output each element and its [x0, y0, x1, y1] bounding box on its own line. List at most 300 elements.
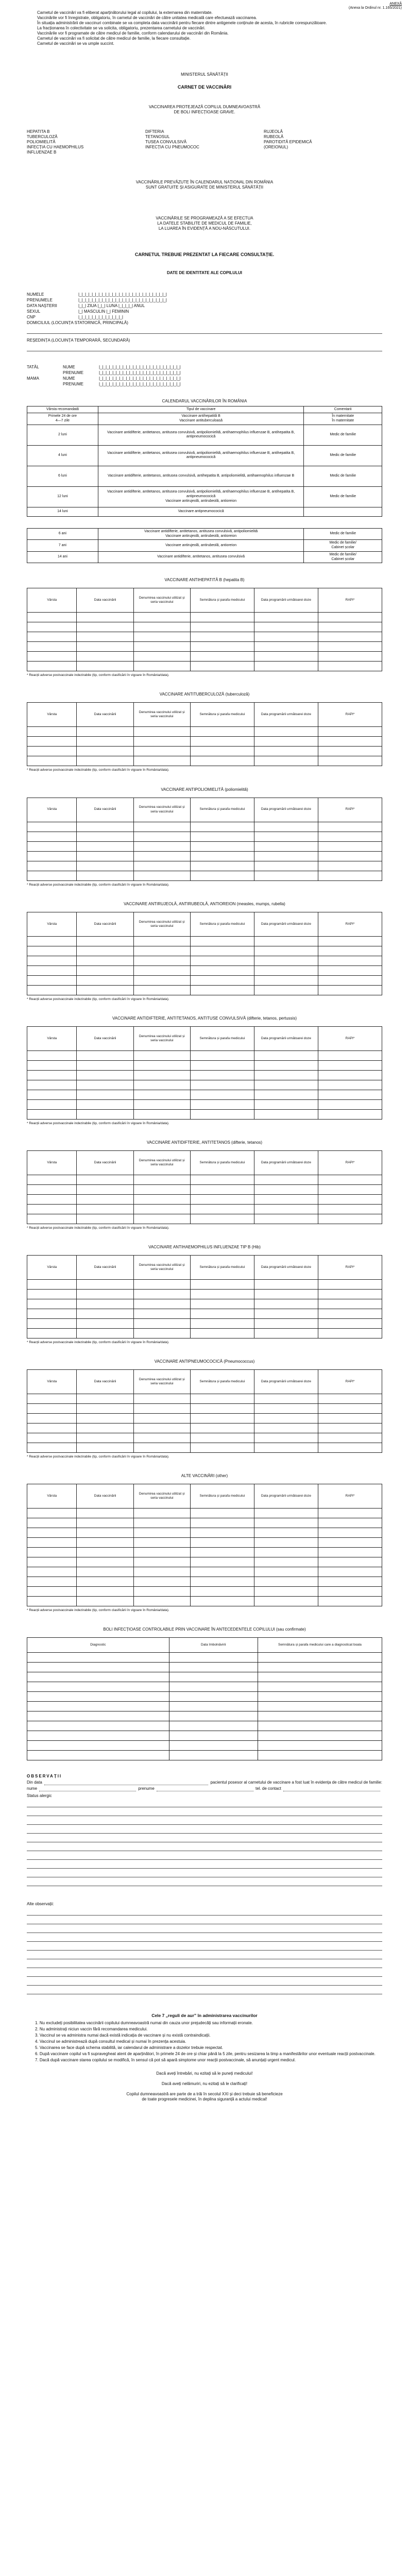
register-cell[interactable]: [318, 737, 382, 747]
register-cell[interactable]: [254, 1577, 318, 1587]
register-cell[interactable]: [27, 1090, 77, 1099]
prior-diseases-cell[interactable]: [27, 1672, 169, 1682]
register-cell[interactable]: [77, 1099, 133, 1109]
register-cell[interactable]: [254, 737, 318, 747]
register-cell[interactable]: [254, 1109, 318, 1119]
register-cell[interactable]: [190, 1070, 254, 1080]
register-cell[interactable]: [133, 747, 190, 756]
register-cell[interactable]: [133, 642, 190, 652]
prior-diseases-cell[interactable]: [258, 1692, 382, 1702]
register-cell[interactable]: [190, 1204, 254, 1214]
register-cell[interactable]: [27, 632, 77, 642]
register-cell[interactable]: [77, 1509, 133, 1518]
register-cell[interactable]: [318, 861, 382, 871]
register-cell[interactable]: [190, 1423, 254, 1433]
residence-line[interactable]: [27, 344, 382, 351]
register-cell[interactable]: [133, 1309, 190, 1319]
register-cell[interactable]: [77, 632, 133, 642]
register-cell[interactable]: [27, 737, 77, 747]
register-cell[interactable]: [133, 1319, 190, 1329]
register-cell[interactable]: [27, 1214, 77, 1224]
register-cell[interactable]: [133, 1587, 190, 1597]
prior-diseases-cell[interactable]: [258, 1653, 382, 1663]
register-cell[interactable]: [190, 727, 254, 737]
register-cell[interactable]: [133, 1214, 190, 1224]
register-cell[interactable]: [77, 737, 133, 747]
register-cell[interactable]: [254, 1509, 318, 1518]
prior-diseases-cell[interactable]: [169, 1711, 258, 1721]
register-cell[interactable]: [27, 1528, 77, 1538]
register-cell[interactable]: [318, 1204, 382, 1214]
register-cell[interactable]: [318, 975, 382, 985]
register-cell[interactable]: [133, 946, 190, 956]
register-cell[interactable]: [27, 1329, 77, 1338]
register-cell[interactable]: [254, 1204, 318, 1214]
register-cell[interactable]: [27, 956, 77, 965]
register-cell[interactable]: [190, 1538, 254, 1548]
register-cell[interactable]: [133, 613, 190, 622]
register-cell[interactable]: [190, 871, 254, 880]
register-cell[interactable]: [133, 1080, 190, 1090]
register-cell[interactable]: [318, 1109, 382, 1119]
register-cell[interactable]: [27, 642, 77, 652]
register-cell[interactable]: [254, 632, 318, 642]
register-cell[interactable]: [190, 642, 254, 652]
register-cell[interactable]: [77, 1050, 133, 1060]
register-cell[interactable]: [190, 1309, 254, 1319]
register-cell[interactable]: [254, 1050, 318, 1060]
prior-diseases-cell[interactable]: [258, 1672, 382, 1682]
register-cell[interactable]: [133, 861, 190, 871]
prior-diseases-cell[interactable]: [27, 1692, 169, 1702]
register-cell[interactable]: [133, 956, 190, 965]
register-cell[interactable]: [77, 936, 133, 946]
register-cell[interactable]: [27, 985, 77, 995]
register-cell[interactable]: [77, 1194, 133, 1204]
register-cell[interactable]: [77, 642, 133, 652]
register-cell[interactable]: [190, 965, 254, 975]
register-cell[interactable]: [77, 1070, 133, 1080]
register-cell[interactable]: [254, 1299, 318, 1309]
register-cell[interactable]: [77, 1184, 133, 1194]
register-cell[interactable]: [318, 622, 382, 632]
register-cell[interactable]: [77, 613, 133, 622]
register-cell[interactable]: [77, 861, 133, 871]
prior-diseases-cell[interactable]: [258, 1751, 382, 1760]
register-cell[interactable]: [318, 936, 382, 946]
register-cell[interactable]: [133, 822, 190, 832]
register-cell[interactable]: [318, 956, 382, 965]
register-cell[interactable]: [133, 1184, 190, 1194]
register-cell[interactable]: [77, 1433, 133, 1443]
register-cell[interactable]: [190, 1090, 254, 1099]
register-cell[interactable]: [254, 822, 318, 832]
register-cell[interactable]: [318, 613, 382, 622]
register-cell[interactable]: [77, 1204, 133, 1214]
register-cell[interactable]: [190, 936, 254, 946]
register-cell[interactable]: [254, 1557, 318, 1567]
prior-diseases-cell[interactable]: [27, 1711, 169, 1721]
register-cell[interactable]: [190, 1509, 254, 1518]
register-cell[interactable]: [254, 841, 318, 851]
register-cell[interactable]: [254, 1280, 318, 1290]
register-cell[interactable]: [318, 727, 382, 737]
register-cell[interactable]: [133, 1509, 190, 1518]
register-cell[interactable]: [318, 1394, 382, 1404]
register-cell[interactable]: [318, 1443, 382, 1453]
prior-diseases-cell[interactable]: [169, 1672, 258, 1682]
register-cell[interactable]: [190, 662, 254, 671]
register-cell[interactable]: [318, 841, 382, 851]
register-cell[interactable]: [190, 756, 254, 766]
register-cell[interactable]: [254, 956, 318, 965]
domicile-line[interactable]: [27, 326, 382, 334]
register-cell[interactable]: [77, 1518, 133, 1528]
register-cell[interactable]: [77, 1528, 133, 1538]
register-cell[interactable]: [77, 1214, 133, 1224]
register-cell[interactable]: [27, 1404, 77, 1414]
register-cell[interactable]: [27, 1433, 77, 1443]
identity-boxes[interactable]: |_|_|_|_|_|_|_|_|_|_|_|_|_|_|_|_|_|_|_|_|_|_|_|_|_|_|: [78, 292, 167, 297]
register-cell[interactable]: [27, 965, 77, 975]
register-cell[interactable]: [190, 841, 254, 851]
register-cell[interactable]: [77, 622, 133, 632]
register-cell[interactable]: [190, 1443, 254, 1453]
register-cell[interactable]: [254, 1518, 318, 1528]
register-cell[interactable]: [318, 832, 382, 841]
register-cell[interactable]: [318, 965, 382, 975]
register-cell[interactable]: [318, 1280, 382, 1290]
register-cell[interactable]: [77, 985, 133, 995]
register-cell[interactable]: [77, 1309, 133, 1319]
register-cell[interactable]: [133, 1299, 190, 1309]
prior-diseases-cell[interactable]: [258, 1663, 382, 1672]
register-cell[interactable]: [77, 822, 133, 832]
register-cell[interactable]: [133, 841, 190, 851]
register-cell[interactable]: [77, 965, 133, 975]
register-cell[interactable]: [190, 613, 254, 622]
register-cell[interactable]: [27, 871, 77, 880]
register-cell[interactable]: [190, 832, 254, 841]
register-cell[interactable]: [77, 1080, 133, 1090]
prior-diseases-cell[interactable]: [258, 1711, 382, 1721]
register-cell[interactable]: [77, 1329, 133, 1338]
register-cell[interactable]: [27, 1567, 77, 1577]
register-cell[interactable]: [190, 956, 254, 965]
register-cell[interactable]: [318, 1414, 382, 1423]
register-cell[interactable]: [318, 871, 382, 880]
prior-diseases-cell[interactable]: [27, 1721, 169, 1731]
register-cell[interactable]: [77, 1090, 133, 1099]
register-cell[interactable]: [133, 1597, 190, 1606]
register-cell[interactable]: [77, 851, 133, 861]
register-cell[interactable]: [190, 1557, 254, 1567]
register-cell[interactable]: [77, 841, 133, 851]
register-cell[interactable]: [133, 1204, 190, 1214]
register-cell[interactable]: [190, 737, 254, 747]
register-cell[interactable]: [318, 1538, 382, 1548]
register-cell[interactable]: [254, 1290, 318, 1299]
register-cell[interactable]: [133, 1528, 190, 1538]
register-cell[interactable]: [27, 936, 77, 946]
register-cell[interactable]: [318, 662, 382, 671]
prior-diseases-cell[interactable]: [169, 1692, 258, 1702]
register-cell[interactable]: [254, 662, 318, 671]
prior-diseases-cell[interactable]: [27, 1663, 169, 1672]
prior-diseases-cell[interactable]: [27, 1702, 169, 1711]
register-cell[interactable]: [254, 1548, 318, 1557]
register-cell[interactable]: [27, 1557, 77, 1567]
register-cell[interactable]: [190, 1194, 254, 1204]
register-cell[interactable]: [133, 1538, 190, 1548]
register-cell[interactable]: [190, 1280, 254, 1290]
register-cell[interactable]: [190, 1518, 254, 1528]
register-cell[interactable]: [77, 1394, 133, 1404]
register-cell[interactable]: [27, 946, 77, 956]
prior-diseases-cell[interactable]: [27, 1682, 169, 1692]
register-cell[interactable]: [318, 1099, 382, 1109]
register-cell[interactable]: [254, 861, 318, 871]
register-cell[interactable]: [190, 1587, 254, 1597]
register-cell[interactable]: [254, 756, 318, 766]
register-cell[interactable]: [318, 946, 382, 956]
register-cell[interactable]: [318, 1319, 382, 1329]
identity-boxes[interactable]: |_|_|_|_|_|_|_|_|_|_|_|_|_|_|_|_|_|_|_|_|_|_|_|_|_|_|: [78, 297, 167, 302]
register-cell[interactable]: [190, 747, 254, 756]
register-cell[interactable]: [190, 632, 254, 642]
prior-diseases-cell[interactable]: [258, 1682, 382, 1692]
register-cell[interactable]: [318, 632, 382, 642]
register-cell[interactable]: [27, 1587, 77, 1597]
register-cell[interactable]: [27, 613, 77, 622]
register-cell[interactable]: [27, 1538, 77, 1548]
register-cell[interactable]: [133, 1433, 190, 1443]
register-cell[interactable]: [27, 1070, 77, 1080]
prior-diseases-cell[interactable]: [169, 1702, 258, 1711]
register-cell[interactable]: [133, 622, 190, 632]
register-cell[interactable]: [77, 1557, 133, 1567]
register-cell[interactable]: [254, 1319, 318, 1329]
register-cell[interactable]: [27, 652, 77, 662]
register-cell[interactable]: [190, 1109, 254, 1119]
register-cell[interactable]: [133, 975, 190, 985]
register-cell[interactable]: [190, 1548, 254, 1557]
register-cell[interactable]: [77, 1319, 133, 1329]
register-cell[interactable]: [27, 1518, 77, 1528]
register-cell[interactable]: [77, 1577, 133, 1587]
register-cell[interactable]: [77, 1443, 133, 1453]
register-cell[interactable]: [133, 1280, 190, 1290]
prior-diseases-cell[interactable]: [169, 1741, 258, 1751]
register-cell[interactable]: [318, 1080, 382, 1090]
register-cell[interactable]: [133, 1404, 190, 1414]
register-cell[interactable]: [190, 1394, 254, 1404]
register-cell[interactable]: [27, 1184, 77, 1194]
register-cell[interactable]: [27, 1060, 77, 1070]
register-cell[interactable]: [318, 747, 382, 756]
register-cell[interactable]: [254, 871, 318, 880]
register-cell[interactable]: [254, 975, 318, 985]
register-cell[interactable]: [254, 1329, 318, 1338]
register-cell[interactable]: [77, 956, 133, 965]
register-cell[interactable]: [254, 1597, 318, 1606]
register-cell[interactable]: [318, 652, 382, 662]
register-cell[interactable]: [318, 756, 382, 766]
prior-diseases-cell[interactable]: [169, 1721, 258, 1731]
register-cell[interactable]: [318, 1070, 382, 1080]
register-cell[interactable]: [27, 1414, 77, 1423]
family-doctor-firstname-field[interactable]: [157, 1786, 253, 1791]
register-cell[interactable]: [318, 1060, 382, 1070]
register-cell[interactable]: [27, 747, 77, 756]
register-cell[interactable]: [133, 985, 190, 995]
register-cell[interactable]: [254, 1070, 318, 1080]
register-cell[interactable]: [318, 1090, 382, 1099]
register-cell[interactable]: [254, 1587, 318, 1597]
register-cell[interactable]: [254, 1443, 318, 1453]
register-cell[interactable]: [254, 1433, 318, 1443]
register-cell[interactable]: [27, 727, 77, 737]
register-cell[interactable]: [133, 1329, 190, 1338]
register-cell[interactable]: [133, 936, 190, 946]
register-cell[interactable]: [77, 1414, 133, 1423]
register-cell[interactable]: [190, 985, 254, 995]
register-cell[interactable]: [27, 1080, 77, 1090]
register-cell[interactable]: [27, 1423, 77, 1433]
register-cell[interactable]: [133, 965, 190, 975]
register-cell[interactable]: [27, 1509, 77, 1518]
register-cell[interactable]: [77, 662, 133, 671]
register-cell[interactable]: [133, 1394, 190, 1404]
register-cell[interactable]: [77, 1404, 133, 1414]
register-cell[interactable]: [77, 652, 133, 662]
register-cell[interactable]: [254, 1404, 318, 1414]
register-cell[interactable]: [77, 1280, 133, 1290]
register-cell[interactable]: [27, 1050, 77, 1060]
identity-boxes[interactable]: |_|_|_|_|_|_|_|_|_|_|_|_|_|: [78, 314, 123, 319]
register-cell[interactable]: [254, 1538, 318, 1548]
register-cell[interactable]: [133, 1090, 190, 1099]
register-cell[interactable]: [27, 662, 77, 671]
register-cell[interactable]: [133, 737, 190, 747]
register-cell[interactable]: [190, 1299, 254, 1309]
register-cell[interactable]: [190, 1414, 254, 1423]
register-cell[interactable]: [27, 851, 77, 861]
register-cell[interactable]: [318, 1309, 382, 1319]
register-cell[interactable]: [27, 1319, 77, 1329]
register-cell[interactable]: [254, 613, 318, 622]
register-cell[interactable]: [318, 851, 382, 861]
register-cell[interactable]: [318, 985, 382, 995]
register-cell[interactable]: [254, 936, 318, 946]
register-cell[interactable]: [27, 1290, 77, 1299]
register-cell[interactable]: [190, 1080, 254, 1090]
register-cell[interactable]: [27, 1577, 77, 1587]
register-cell[interactable]: [318, 1214, 382, 1224]
register-cell[interactable]: [77, 1109, 133, 1119]
register-cell[interactable]: [27, 1194, 77, 1204]
date-field[interactable]: [44, 1780, 209, 1785]
register-cell[interactable]: [77, 756, 133, 766]
register-cell[interactable]: [133, 652, 190, 662]
register-cell[interactable]: [190, 822, 254, 832]
register-cell[interactable]: [318, 1290, 382, 1299]
prior-diseases-cell[interactable]: [258, 1741, 382, 1751]
register-cell[interactable]: [190, 851, 254, 861]
register-cell[interactable]: [254, 1423, 318, 1433]
parent-boxes[interactable]: |_|_|_|_|_|_|_|_|_|_|_|_|_|_|_|_|_|_|_|_|_|_|_|_|: [99, 376, 181, 381]
register-cell[interactable]: [318, 1050, 382, 1060]
register-cell[interactable]: [133, 1070, 190, 1080]
register-cell[interactable]: [77, 747, 133, 756]
register-cell[interactable]: [133, 1060, 190, 1070]
register-cell[interactable]: [318, 1587, 382, 1597]
register-cell[interactable]: [190, 1060, 254, 1070]
register-cell[interactable]: [27, 841, 77, 851]
register-cell[interactable]: [190, 622, 254, 632]
register-cell[interactable]: [77, 1597, 133, 1606]
register-cell[interactable]: [133, 832, 190, 841]
register-cell[interactable]: [27, 1597, 77, 1606]
register-cell[interactable]: [254, 642, 318, 652]
register-cell[interactable]: [77, 946, 133, 956]
register-cell[interactable]: [190, 1290, 254, 1299]
register-cell[interactable]: [254, 1309, 318, 1319]
register-cell[interactable]: [318, 1184, 382, 1194]
register-cell[interactable]: [27, 1443, 77, 1453]
register-cell[interactable]: [27, 1394, 77, 1404]
register-cell[interactable]: [318, 1528, 382, 1538]
register-cell[interactable]: [133, 1557, 190, 1567]
register-cell[interactable]: [254, 1099, 318, 1109]
register-cell[interactable]: [254, 1184, 318, 1194]
prior-diseases-cell[interactable]: [169, 1653, 258, 1663]
register-cell[interactable]: [77, 1548, 133, 1557]
register-cell[interactable]: [254, 747, 318, 756]
register-cell[interactable]: [27, 1280, 77, 1290]
register-cell[interactable]: [254, 832, 318, 841]
register-cell[interactable]: [254, 1528, 318, 1538]
register-cell[interactable]: [190, 975, 254, 985]
register-cell[interactable]: [254, 1080, 318, 1090]
register-cell[interactable]: [254, 1414, 318, 1423]
register-cell[interactable]: [133, 1175, 190, 1184]
register-cell[interactable]: [77, 1060, 133, 1070]
prior-diseases-cell[interactable]: [169, 1663, 258, 1672]
contact-phone-field[interactable]: [283, 1786, 380, 1791]
register-cell[interactable]: [254, 1394, 318, 1404]
register-cell[interactable]: [190, 1319, 254, 1329]
register-cell[interactable]: [254, 1175, 318, 1184]
register-cell[interactable]: [318, 1557, 382, 1567]
register-cell[interactable]: [254, 1090, 318, 1099]
register-cell[interactable]: [133, 1443, 190, 1453]
register-cell[interactable]: [190, 652, 254, 662]
register-cell[interactable]: [254, 985, 318, 995]
register-cell[interactable]: [77, 1175, 133, 1184]
prior-diseases-cell[interactable]: [27, 1653, 169, 1663]
register-cell[interactable]: [254, 727, 318, 737]
register-cell[interactable]: [318, 1423, 382, 1433]
register-cell[interactable]: [190, 1099, 254, 1109]
prior-diseases-cell[interactable]: [258, 1721, 382, 1731]
register-cell[interactable]: [133, 756, 190, 766]
register-cell[interactable]: [190, 861, 254, 871]
register-cell[interactable]: [133, 1518, 190, 1528]
register-cell[interactable]: [190, 1597, 254, 1606]
register-cell[interactable]: [254, 965, 318, 975]
prior-diseases-cell[interactable]: [258, 1731, 382, 1741]
